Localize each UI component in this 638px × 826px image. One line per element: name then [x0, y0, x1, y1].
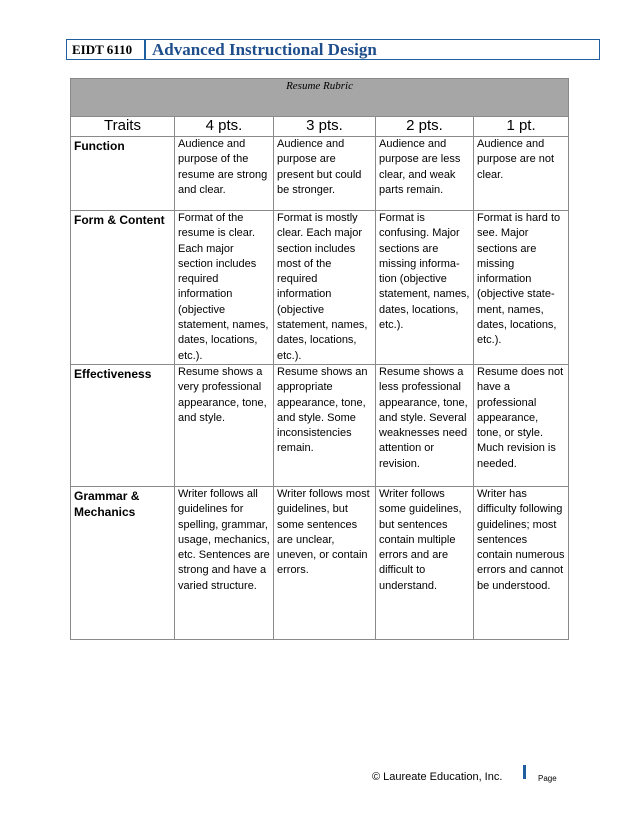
rubric-table: [70, 78, 569, 640]
rubric-row-effectiveness: [71, 364, 569, 486]
document-header: [66, 39, 600, 60]
course-code: EIDT 6110: [67, 40, 146, 59]
rubric-row-form-content: [71, 211, 569, 365]
column-header-2pts: 2 pts.: [376, 117, 474, 137]
trait-label: Grammar & Mechanics: [71, 486, 175, 639]
trait-label: Form & Content: [71, 211, 175, 365]
criterion-cell: Format is confusing. Major sections are missing informa- tion (objective statement, names, dates, locations, etc.).: [376, 211, 474, 365]
criterion-cell: Format is mostly clear. Each major section includes most of the required information (objective statement, names, dates, locations, etc.).: [274, 211, 376, 365]
criterion-cell: Audience and purpose of the resume are strong and clear.: [175, 137, 274, 211]
trait-label: Effectiveness: [71, 364, 175, 486]
criterion-cell: Resume shows an appropriate appearance, tone, and style. Some inconsistencies remain.: [274, 364, 376, 486]
footer-copyright: © Laureate Education, Inc.: [372, 771, 503, 783]
course-title: Advanced Instructional Design: [152, 40, 377, 59]
trait-label: Function: [71, 137, 175, 211]
criterion-cell: Audience and purpose are not clear.: [474, 137, 569, 211]
criterion-cell: Audience and purpose are present but could be stronger.: [274, 137, 376, 211]
criterion-cell: Resume does not have a professional appearance, tone, or style. Much revision is needed.: [474, 364, 569, 486]
column-header-traits: Traits: [71, 117, 175, 137]
criterion-cell: Writer follows some guidelines, but sentences contain multiple errors and are difficult to understand.: [376, 486, 474, 639]
column-header-3pts: 3 pts.: [274, 117, 376, 137]
footer-page-label: Page: [538, 774, 557, 783]
column-header-4pts: 4 pts.: [175, 117, 274, 137]
criterion-cell: Audience and purpose are less clear, and weak parts remain.: [376, 137, 474, 211]
criterion-cell: Resume shows a very professional appearance, tone, and style.: [175, 364, 274, 486]
criterion-cell: Resume shows a less professional appearance, tone, and style. Several weaknesses need attention or revision.: [376, 364, 474, 486]
rubric-header-row: [71, 117, 569, 137]
criterion-cell: Format of the resume is clear. Each major section includes required information (objective statement, names, dates, locations, etc.).: [175, 211, 274, 365]
rubric-row-grammar-mechanics: [71, 486, 569, 639]
rubric-title-row: [71, 79, 569, 117]
column-header-1pt: 1 pt.: [474, 117, 569, 137]
criterion-cell: Writer follows all guidelines for spelling, grammar, usage, mechanics, etc. Sentences are strong and have a varied structure.: [175, 486, 274, 639]
criterion-cell: Format is hard to see. Major sections are missing information (objective state- ment, names, dates, locations, etc.).: [474, 211, 569, 365]
criterion-cell: Writer follows most guidelines, but some sentences are unclear, uneven, or contain errors.: [274, 486, 376, 639]
rubric-row-function: [71, 137, 569, 211]
rubric-title: Resume Rubric: [71, 79, 569, 117]
footer-divider: [523, 765, 526, 779]
criterion-cell: Writer has difficulty following guidelines; most sentences contain numerous errors and cannot be understood.: [474, 486, 569, 639]
